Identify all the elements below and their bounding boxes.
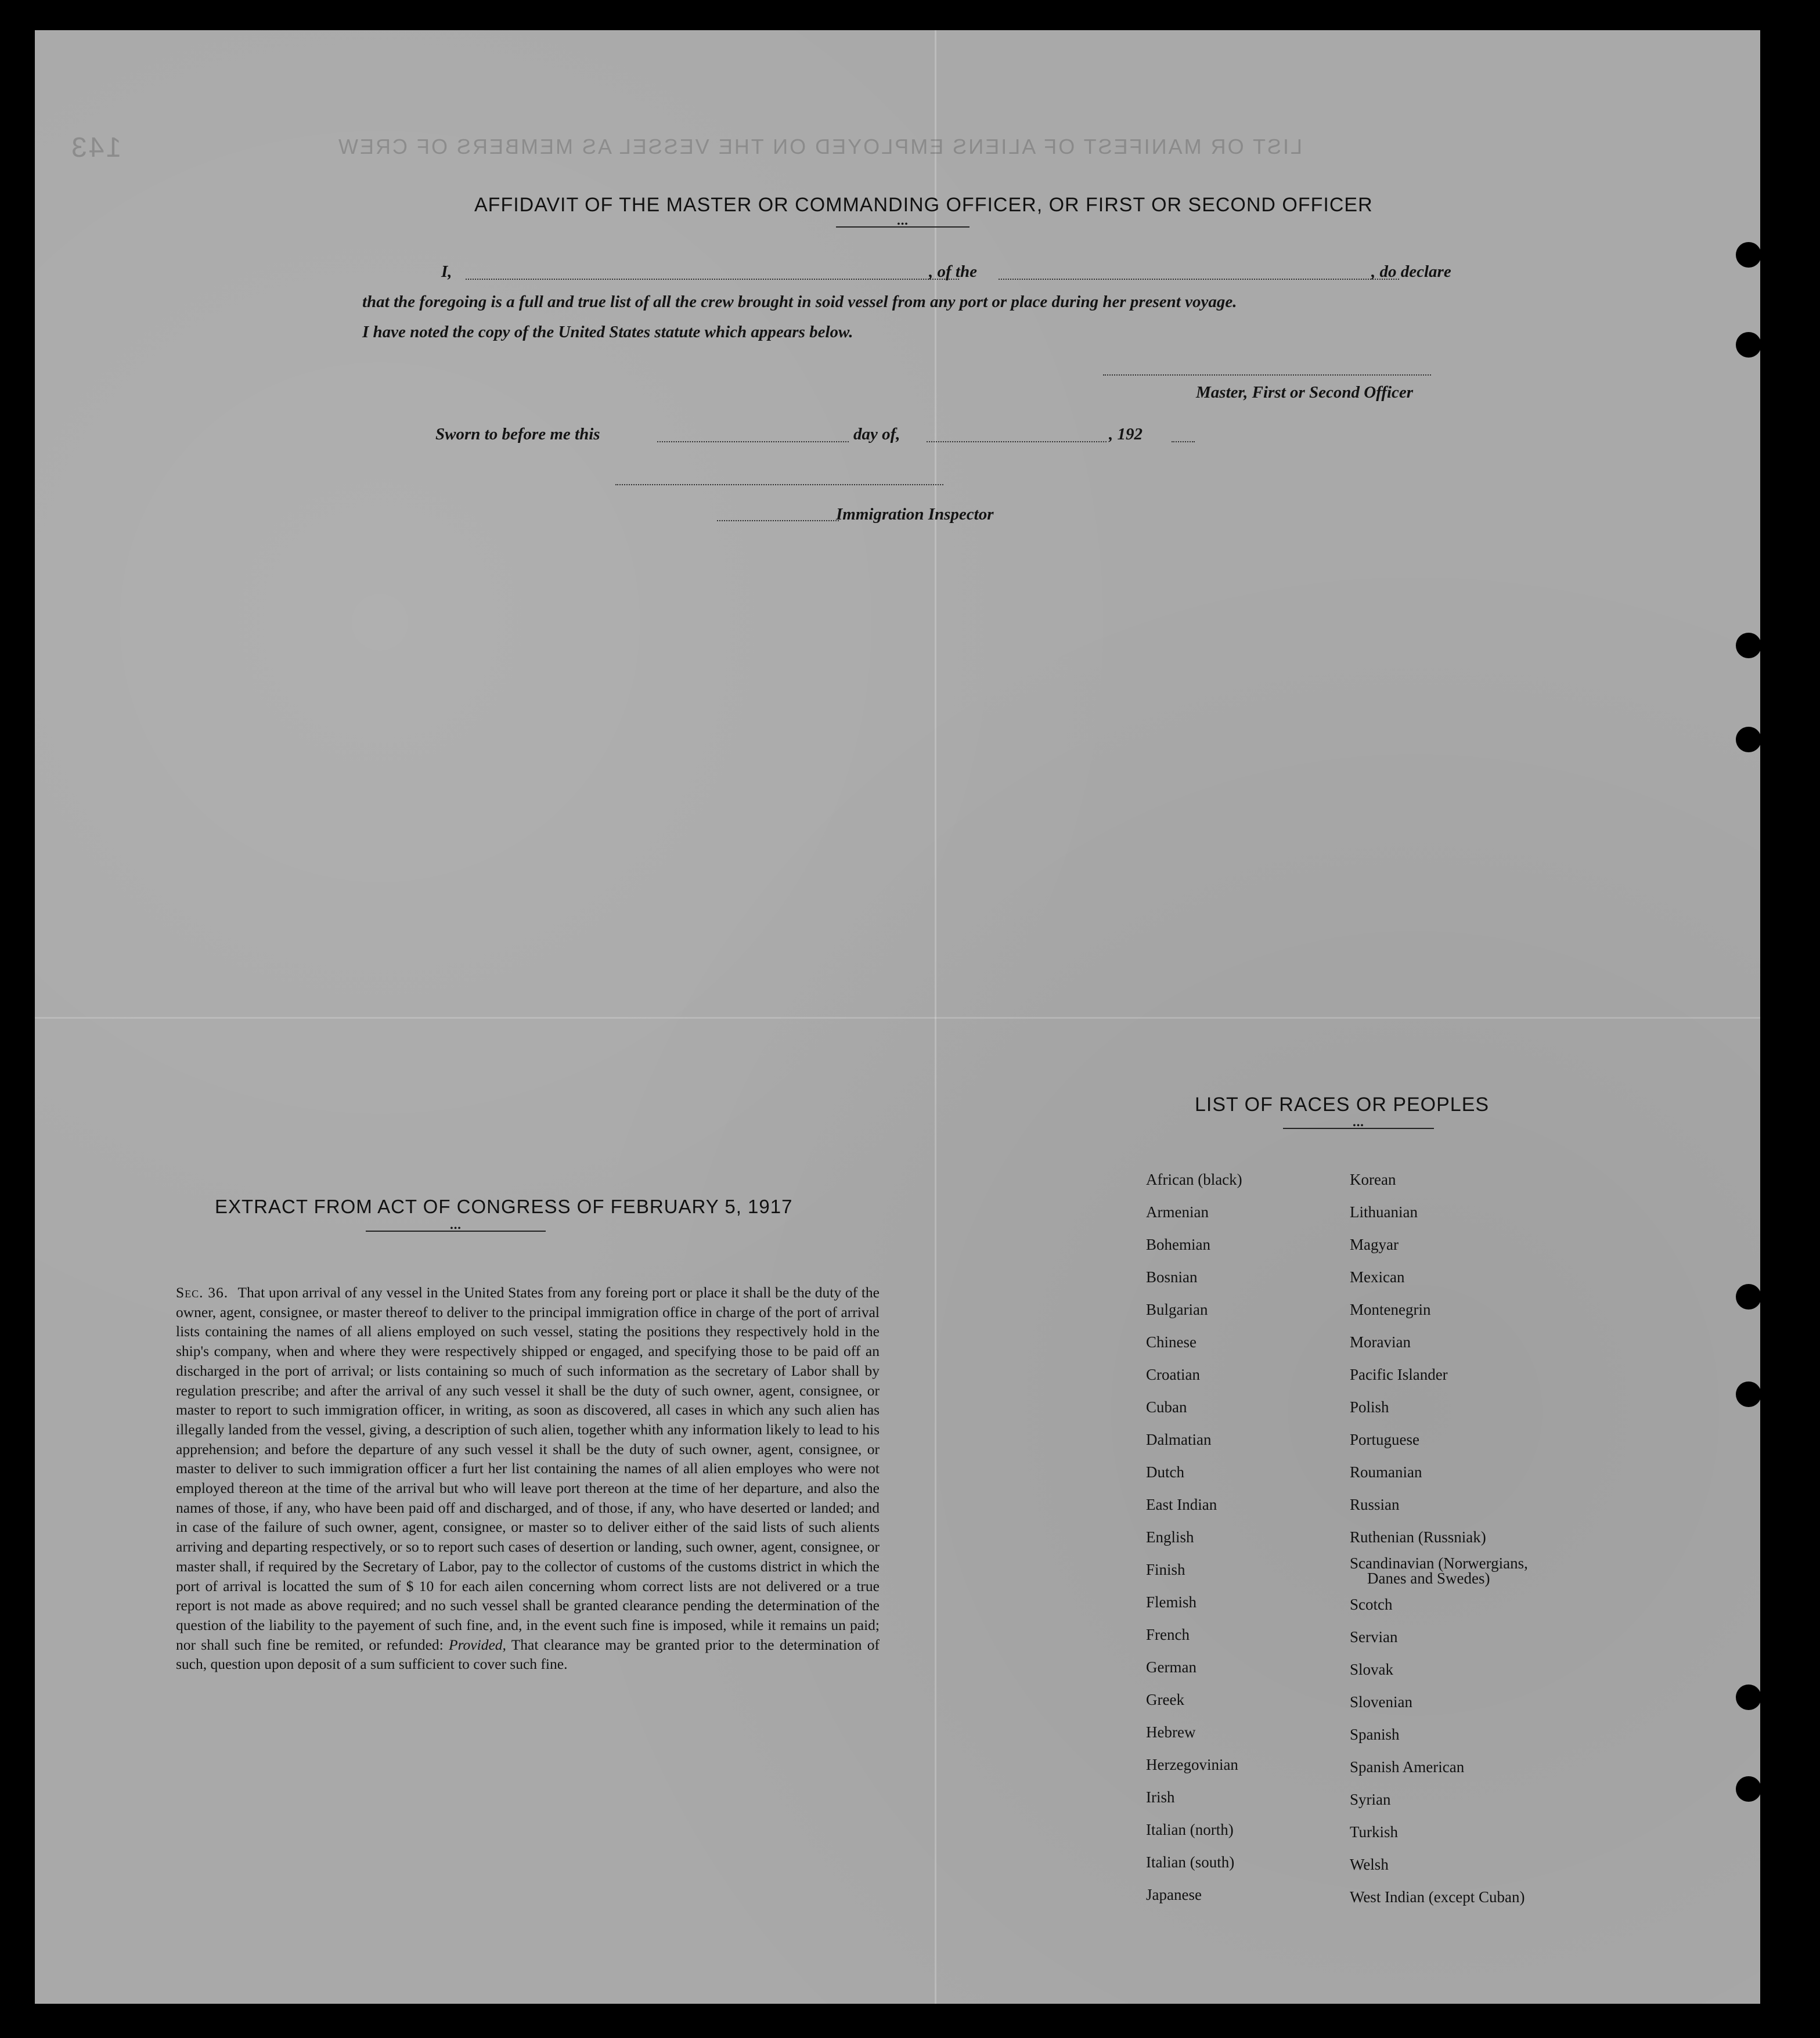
race-item: French — [1146, 1626, 1190, 1643]
race-item: Servian — [1350, 1628, 1398, 1646]
vessel-name-field[interactable] — [999, 279, 1399, 280]
officer-name-field[interactable] — [466, 279, 959, 280]
title-ornament — [836, 226, 970, 228]
race-item: Ruthenian (Russniak) — [1350, 1528, 1486, 1546]
races-ornament — [1283, 1128, 1434, 1129]
statute-body: That upon arrival of any vessel in the United States from any foreing port or place it shall be the duty of the owner, agent, consignee, or master thereof to deliver to the principal immigration office in charge of the port of arrival lists containing the names of all aliens employed on such vessel, stating the positions they respectively hold in the ship's company, when and where they were respectively shipped or engaged, and specifying those to be paid off an discharged in the port of arrival; or lists containing so much of such information as the secretary of Labor shall by regulation prescribe; and after the arrival of any such vessel it shall be the duty of such owner, agent, consignee, or master to report to such immigration officer, in writing, as soon as discovered, all cases in which any such alien has illegally landed from the vessel, giving, a description of such alien, together whith any information likely to lead to his apprehension; and before the departure of any such vessel it shall be the duty of such owner, agent, consignee, or master to deliver to such immigration officer a furt her list containing the names of all alien employes who were not employed thereon at the time of the arrival but who will leave port thereon at the time of her departure, and also the names of those, if any, who have been paid off and discharged, and of those, if any, who have deserted or landed; and in case of the failure of such owner, agent, consignee, or master so to deliver either of the said lists of such alients arriving and departing respectively, or so to report such cases of desertion or landing, such owner, agent, consignee, or master shall, if required by the Secretary of Labor, pay to the collector of customs of the customs district in which the port of arrival is locatted the sum of $ 10 for each ailen concerning whom correct lists are not delivered or a true report is not made as above required; and no such vessel shall be granted clearance pending the determination of the question of the liability to the payement of such fine, and, in the event such fine is imposed, while it remains un paid; nor shall such fine be remited, or refunded: — [176, 1284, 880, 1653]
statute-provided: Provided, — [449, 1636, 506, 1653]
sworn-label: Sworn to before me this — [435, 425, 600, 443]
punch-hole — [1736, 332, 1761, 358]
sworn-month-field[interactable] — [927, 441, 1107, 442]
declare-line-of-the: , of the — [929, 262, 977, 281]
sworn-year-field[interactable] — [1172, 441, 1195, 442]
fold-crease-horizontal — [35, 1017, 1760, 1019]
race-item: Bosnian — [1146, 1268, 1198, 1286]
races-left-column — [1146, 1163, 1242, 1911]
race-item: Roumanian — [1350, 1463, 1422, 1481]
race-item: Hebrew — [1146, 1723, 1196, 1741]
declare-line-do-declare: , do declare — [1371, 262, 1451, 281]
races-title: LIST OF RACES OR PEOPLES — [1195, 1094, 1490, 1116]
document-page — [35, 30, 1760, 2004]
race-item: Moravian — [1350, 1333, 1411, 1351]
extract-ornament — [366, 1231, 546, 1232]
declare-line-2: that the foregoing is a full and true list of all the crew brought in soid vessel from any port or place during her present voyage. — [362, 293, 1237, 311]
race-item: Italian (south) — [1146, 1853, 1235, 1871]
race-item-line: Scandinavian (Norwergians, — [1350, 1554, 1528, 1572]
inspector-lead-dots — [717, 520, 839, 521]
sworn-day-field[interactable] — [657, 441, 849, 442]
section-label: Sec. 36. — [176, 1284, 229, 1301]
race-item: Slovak — [1350, 1661, 1394, 1678]
race-item: Pacific Islander — [1350, 1366, 1448, 1383]
race-item: Korean — [1350, 1171, 1396, 1188]
race-item: Scotch — [1350, 1596, 1393, 1613]
race-item: Japanese — [1146, 1886, 1202, 1903]
statute-body-end: That clearance may be granted prior to the determination of such, question upon deposit of a sum sufficient to cover such fine. — [176, 1636, 880, 1673]
race-item: Greek — [1146, 1691, 1184, 1708]
punch-hole — [1736, 1284, 1761, 1310]
race-item: Mexican — [1350, 1268, 1405, 1286]
extract-title: EXTRACT FROM ACT OF CONGRESS OF FEBRUARY 5, 1917 — [215, 1196, 793, 1217]
race-item: Italian (north) — [1146, 1821, 1234, 1838]
race-item: Slovenian — [1350, 1693, 1412, 1711]
race-item: Lithuanian — [1350, 1203, 1418, 1221]
affidavit-title: AFFIDAVIT OF THE MASTER OR COMMANDING OFFICER, OR FIRST OR SECOND OFFICER — [474, 194, 1373, 216]
race-item: East Indian — [1146, 1496, 1217, 1513]
race-item: German — [1146, 1658, 1196, 1676]
race-item-line: Danes and Swedes) — [1367, 1570, 1490, 1587]
race-item: Polish — [1350, 1398, 1389, 1416]
punch-hole — [1736, 1381, 1761, 1407]
race-item: Montenegrin — [1350, 1301, 1431, 1318]
race-item-scandinavian — [1350, 1553, 1528, 1588]
inspector-label: Immigration Inspector — [836, 505, 994, 524]
race-item: English — [1146, 1528, 1194, 1546]
bleed-through-page-mark: 143 — [70, 132, 122, 163]
race-item: Bulgarian — [1146, 1301, 1208, 1318]
race-item: Chinese — [1146, 1333, 1196, 1351]
race-item: Irish — [1146, 1788, 1175, 1806]
declare-line-3: I have noted the copy of the United States statute which appears below. — [362, 323, 853, 341]
race-item: Portuguese — [1350, 1431, 1419, 1448]
race-item: Welsh — [1350, 1856, 1389, 1873]
race-item: Cuban — [1146, 1398, 1187, 1416]
race-item: Syrian — [1350, 1791, 1391, 1808]
inspector-signature-field[interactable] — [615, 484, 943, 485]
statute-text — [176, 1283, 880, 1674]
race-item: Flemish — [1146, 1593, 1197, 1611]
master-signature-field[interactable] — [1103, 374, 1431, 376]
punch-hole — [1736, 242, 1761, 268]
race-item: West Indian (except Cuban) — [1350, 1888, 1525, 1906]
race-item: Russian — [1350, 1496, 1400, 1513]
punch-hole — [1736, 727, 1761, 752]
races-right-column — [1350, 1163, 1528, 1913]
race-item: Spanish American — [1350, 1758, 1465, 1776]
master-signature-label: Master, First or Second Officer — [1196, 383, 1414, 402]
race-item: African (black) — [1146, 1171, 1242, 1188]
race-item: Spanish — [1350, 1726, 1400, 1743]
race-item: Bohemian — [1146, 1236, 1210, 1253]
race-item: Turkish — [1350, 1823, 1399, 1841]
declare-line-i: I, — [441, 262, 452, 281]
race-item: Herzegovinian — [1146, 1756, 1238, 1773]
race-item: Dutch — [1146, 1463, 1184, 1481]
sworn-year-label: , 192 — [1109, 425, 1143, 443]
sworn-day-of-label: day of, — [853, 425, 900, 443]
punch-hole — [1736, 1684, 1761, 1710]
race-item: Croatian — [1146, 1366, 1200, 1383]
punch-hole — [1736, 633, 1761, 658]
race-item: Magyar — [1350, 1236, 1399, 1253]
bleed-through-header: LIST OR MANIFEST OF ALIENS EMPLOYED ON THE VESSEL AS MEMBERS OF CREW — [337, 135, 1303, 158]
race-item: Finish — [1146, 1561, 1185, 1578]
race-item: Armenian — [1146, 1203, 1209, 1221]
punch-hole — [1736, 1776, 1761, 1802]
race-item: Dalmatian — [1146, 1431, 1212, 1448]
